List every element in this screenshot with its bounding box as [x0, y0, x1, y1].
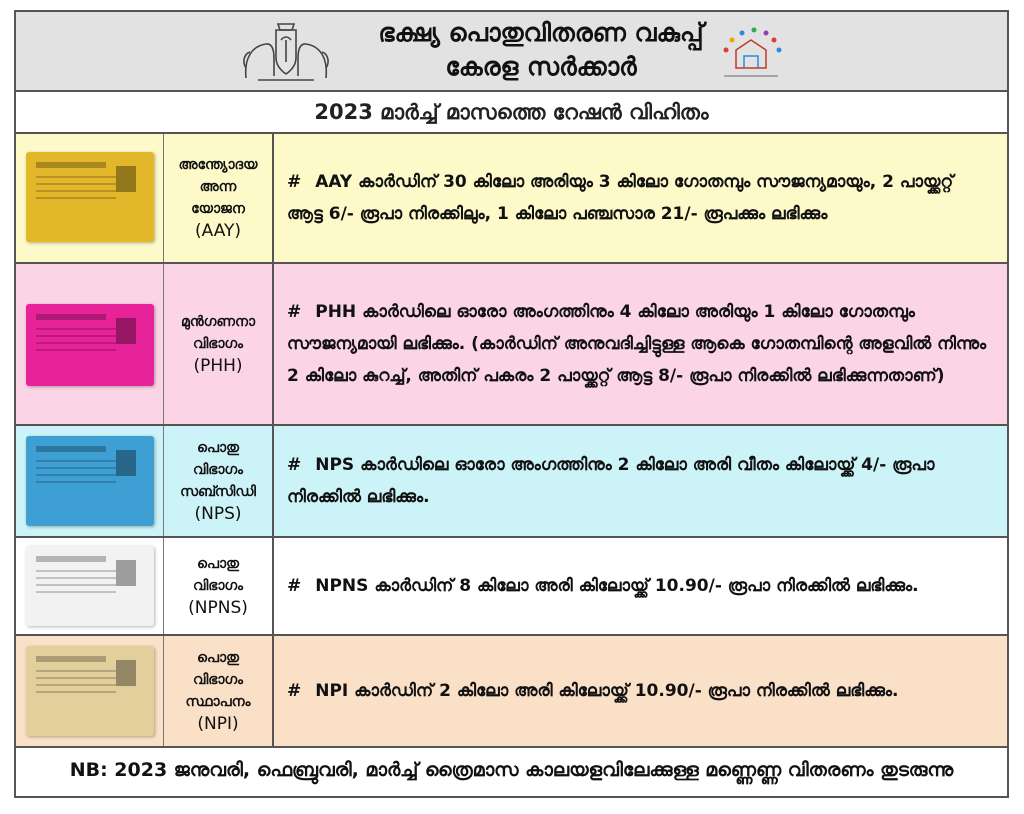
hash-marker: # — [287, 576, 302, 596]
month-title: 2023 മാർച്ച് മാസത്തെ റേഷൻ വിഹിതം — [16, 92, 1007, 134]
allocation-description — [275, 134, 1007, 262]
card-thumbnail-cell — [16, 426, 164, 536]
category-line: സ്ഥാപനം — [185, 694, 251, 710]
allocation-description — [275, 426, 1007, 536]
allocation-text: NPS കാർഡിലെ ഓരോ അംഗത്തിനും 2 കിലോ അരി വീതം കിലോയ്ക്ക് 4/- രൂപാ നിരക്കിൽ ലഭിക്കും. — [287, 455, 935, 507]
category-line: അന്ന — [199, 179, 237, 195]
kerala-emblem-logo — [238, 18, 334, 84]
category-row-npi — [16, 636, 1007, 748]
category-line: പൊതു — [197, 440, 239, 456]
category-row-nps — [16, 426, 1007, 538]
card-thumbnail-cell — [16, 264, 164, 424]
allocation-text: AAY കാർഡിന് 30 കിലോ അരിയും 3 കിലോ ഗോതമ്പും സൗജന്യമായും, 2 പായ്ക്കറ്റ് ആട്ട 6/- രൂപാ നിരക്കിലും, 1 കിലോ പഞ്ചസാര 21/- രൂപക്കും ലഭിക്കും — [287, 172, 954, 224]
category-label-cell — [164, 134, 274, 262]
allocation-text: NPNS കാർഡിന് 8 കിലോ അരി കിലോയ്ക്ക് 10.90/- രൂപാ നിരക്കിൽ ലഭിക്കും. — [315, 576, 919, 596]
category-code: (NPI) — [197, 714, 239, 734]
category-line: പൊതു — [197, 650, 239, 666]
category-row-phh — [16, 264, 1007, 426]
category-label-cell — [164, 636, 274, 746]
category-line: വിഭാഗം — [192, 672, 244, 688]
department-logo — [716, 20, 786, 86]
hash-marker: # — [287, 455, 302, 475]
nps-ration-card-image — [26, 436, 154, 526]
npi-ration-card-image — [26, 646, 154, 736]
category-row-aay — [16, 134, 1007, 264]
category-line: യോജന — [191, 201, 245, 217]
hash-marker: # — [287, 681, 302, 701]
category-line: മുൻഗണനാ — [180, 314, 256, 330]
aay-ration-card-image — [26, 152, 154, 242]
allocation-text: PHH കാർഡിലെ ഓരോ അംഗത്തിനും 4 കിലോ അരിയും 1 കിലോ ഗോതമ്പും സൗജന്യമായി ലഭിക്കും. (കാർഡിന് അനുവദിച്ചിട്ടുള്ള ആകെ ഗോതമ്പിന്റെ അളവിൽ നിന്നും 2 കിലോ കുറച്ച്, അതിന് പകരം 2 പായ്ക്കറ്റ് ആട്ട 8/- രൂപാ നിരക്കിൽ ലഭിക്കുന്നതാണ്) — [287, 302, 987, 386]
header-bar — [16, 12, 1007, 92]
category-code: (PHH) — [193, 356, 243, 376]
allocation-description — [275, 636, 1007, 746]
phh-ration-card-image — [26, 304, 154, 386]
hash-marker: # — [287, 172, 302, 192]
category-line: വിഭാഗം — [192, 336, 244, 352]
card-thumbnail-cell — [16, 636, 164, 746]
allocation-description — [275, 264, 1007, 424]
allocation-text: NPI കാർഡിന് 2 കിലോ അരി കിലോയ്ക്ക് 10.90/- രൂപാ നിരക്കിൽ ലഭിക്കും. — [315, 681, 899, 701]
card-thumbnail-cell — [16, 538, 164, 634]
card-thumbnail-cell — [16, 134, 164, 262]
category-label-cell — [164, 538, 274, 634]
npns-ration-card-image — [26, 546, 154, 626]
category-line: സബ്സിഡി — [180, 484, 256, 500]
category-line: വിഭാഗം — [192, 578, 244, 594]
ration-allocation-sheet — [14, 10, 1009, 798]
footer-note: NB: 2023 ജനുവരി, ഫെബ്രുവരി, മാർച്ച് ത്രൈമാസ കാലയളവിലേക്കുള്ള മണ്ണെണ്ണ വിതരണം തുടരുന്നു — [69, 759, 954, 781]
allocation-description — [275, 538, 1007, 634]
government-name: കേരള സർക്കാർ — [445, 52, 637, 81]
category-label-cell — [164, 264, 274, 424]
category-code: (AAY) — [194, 221, 242, 241]
department-name: ഭക്ഷ്യ പൊതുവിതരണ വകുപ്പ് — [378, 18, 704, 47]
category-code: (NPNS) — [188, 598, 248, 618]
category-label-cell — [164, 426, 274, 536]
category-line: അന്ത്യോദയ — [178, 157, 258, 173]
category-line: പൊതു — [197, 556, 239, 572]
category-line: വിഭാഗം — [192, 462, 244, 478]
category-row-npns — [16, 538, 1007, 636]
category-code: (NPS) — [194, 504, 242, 524]
hash-marker: # — [287, 302, 302, 322]
